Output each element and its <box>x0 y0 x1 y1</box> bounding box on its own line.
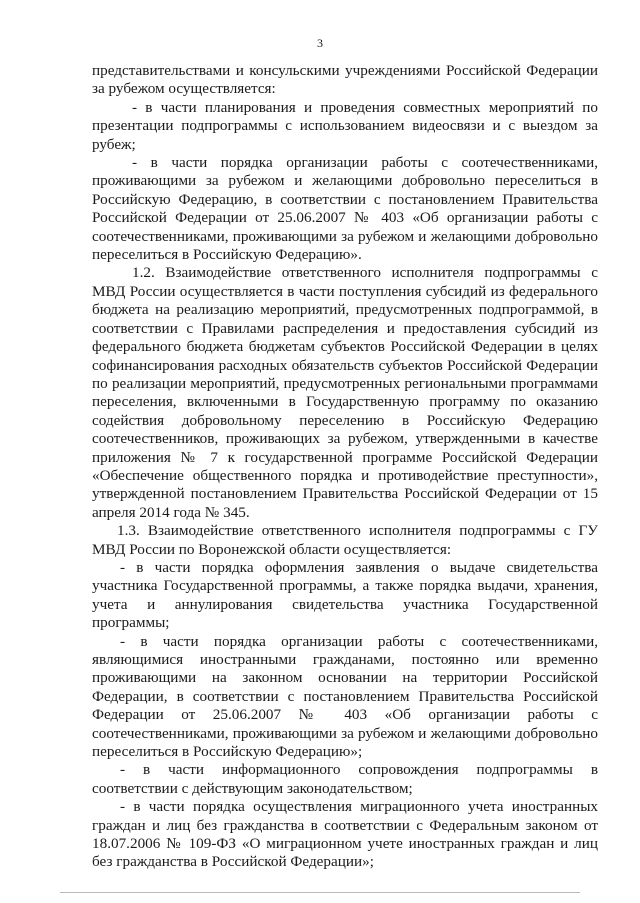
document-body <box>92 62 598 872</box>
paragraph-bullet-migration-registration: - в части порядка осуществления миграционного учета иностранных граждан и лиц без гражданства в соответствии с Федеральным законом от 18.07.2006 № 109-ФЗ «О миграционном учете иностранных граждан и лиц без гражданства в Российской Федерации»; <box>92 798 598 871</box>
paragraph-bullet-foreign-citizens: - в части порядка организации работы с соотечественниками, являющимися иностранными гражданами, постоянно или временно проживающими на законном основании на территории Российской Федерации, в соответствии с постановлением Правительства Российской Федерации от 25.06.2007 № 403 «Об организации работы с соотечественниками, проживающими за рубежом и желающими добровольно переселиться в Российскую Федерацию»; <box>92 632 598 761</box>
paragraph-intro: представительствами и консульскими учреждениями Российской Федерации за рубежом осуществляется: <box>92 62 598 98</box>
paragraph-bullet-presentation: - в части планирования и проведения совместных мероприятий по презентации подпрограммы с использованием видеосвязи и с выездом за рубеж; <box>92 98 598 153</box>
page-number: 3 <box>317 36 323 50</box>
page-bottom-edge <box>60 892 580 893</box>
paragraph-section-1-2: 1.2. Взаимодействие ответственного исполнителя подпрограммы с МВД России осуществляется в части поступления субсидий из федерального бюджета на реализацию мероприятий, предусмотренных подпрограммой, в соответствии с Правилами распределения и предоставления субсидий из федерального бюджета бюджетам субъектов Российской Федерации в целях софинансирования расходных обязательств субъектов Российской Федерации по реализации мероприятий, предусмотренных региональными программами переселения, включенными в Государственную программу по оказанию содействия добровольному переселению в Российскую Федерацию соотечественников, проживающих за рубежом, утвержденными в качестве приложения № 7 к государственной программе Российской Федерации «Обеспечение общественного порядка и противодействие преступности», утвержденной постановлением Правительства Российской Федерации от 15 апреля 2014 года № 345. <box>92 264 598 521</box>
paragraph-section-1-3: 1.3. Взаимодействие ответственного исполнителя подпрограммы с ГУ МВД России по Воронежской области осуществляется: <box>92 522 598 558</box>
paragraph-bullet-information: - в части информационного сопровождения подпрограммы в соответствии с действующим законодательством; <box>92 761 598 797</box>
paragraph-bullet-compatriots: - в части порядка организации работы с соотечественниками, проживающими за рубежом и желающими добровольно переселиться в Российскую Федерацию, в соответствии с постановлением Правительства Российской Федерации от 25.06.2007 № 403 «Об организации работы с соотечественниками, проживающими за рубежом и желающими добровольно переселиться в Российскую Федерацию». <box>92 154 598 264</box>
paragraph-bullet-certificate: - в части порядка оформления заявления о выдаче свидетельства участника Государственной программы, а также порядка выдачи, хранения, учета и аннулирования свидетельства участника Государственной программы; <box>92 558 598 632</box>
